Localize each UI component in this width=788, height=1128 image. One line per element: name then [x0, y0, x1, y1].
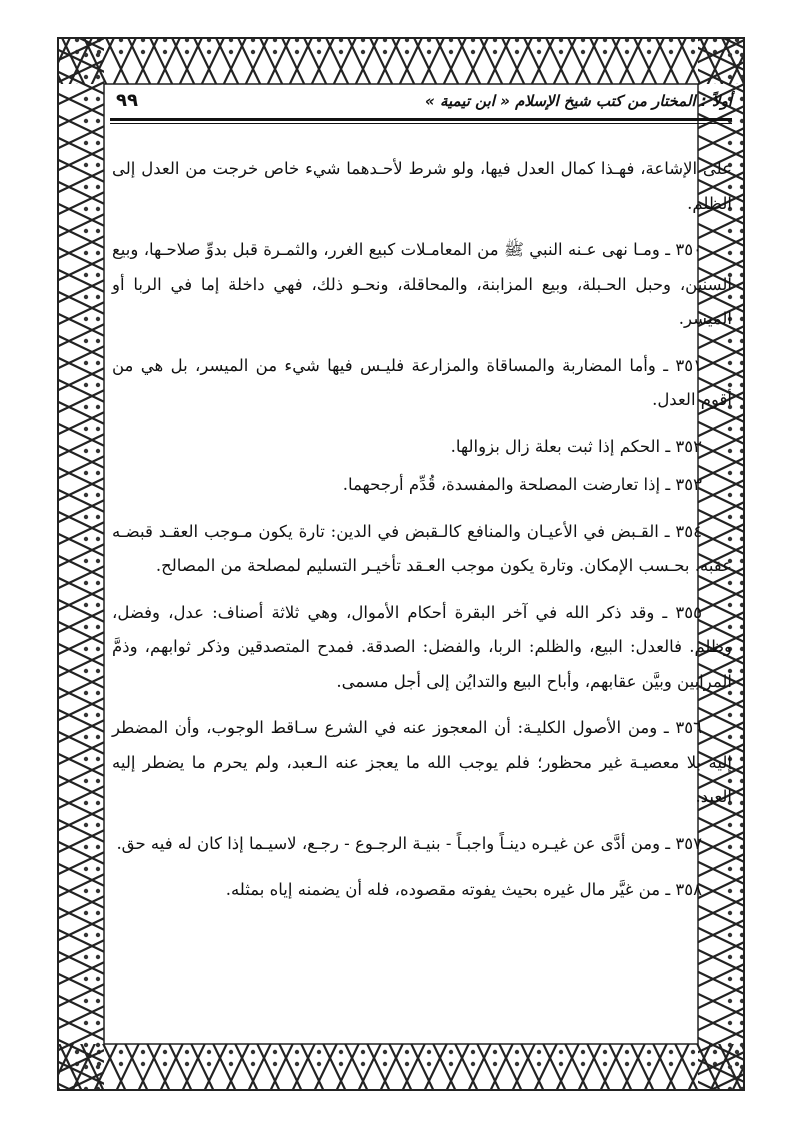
- paragraph-356: ٣٥٦ ـ ومن الأصول الكليـة: أن المعجوز عنه في الشرع سـاقط الوجوب، وأن المضطر إليه بلا معصيـة غير محظور؛ فلم يوجب الله ما يعجز عنه الـعبد، ولم يحرم ما يضطر إليه العبد.: [112, 718, 732, 806]
- paragraph-358: ٣٥٨ ـ من غيَّر مال غيره بحيث يفوته مقصوده، فله أن يضمنه إياه بمثله.: [225, 880, 702, 899]
- paragraph-351: ٣٥١ ـ وأما المضاربة والمساقاة والمزارعة فليـس فيها شيء من الميسر، بل هي من أقوم العدل.: [112, 355, 732, 409]
- header-rule-thin: [110, 123, 732, 124]
- paragraph-353: ٣٥٣ ـ إذا تعارضت المصلحة والمفسدة، قُدِّم أرجحهما.: [342, 475, 702, 494]
- body-text: [112, 152, 732, 920]
- page-header: [110, 86, 732, 122]
- paragraph-350: ٣٥٠ ـ ومـا نهى عـنه النبي ﷺ من المعامـلات كبيع الغرر، والثمـرة قبل بدوِّ صلاحـها، وبيع السنين، وحبل الحـبلة، وبيع المزابنة، والمحاقلة، ونحـو ذلك، فهي داخلة إما في الربا أو الميسر.: [112, 240, 732, 328]
- paragraph-352: ٣٥٢ ـ الحكم إذا ثبت بعلة زال بزوالها.: [450, 436, 702, 456]
- header-rule-thick: [110, 118, 732, 121]
- page-number: ٩٩: [116, 90, 138, 111]
- paragraph-355: ٣٥٥ ـ وقد ذكر الله في آخر البقرة أحكام الأموال، وهي ثلاثة أصناف: عدل، وفضل، وظلم. فالعدل: البيع، والظلم: الربا، والفضل: الصدقة. فمدح المتصدقين وذكر ثوابهم، وذمَّ المرابين وبيَّن عقابهم، وأباح البيع والتدايُن إلى أجل مسمى.: [112, 602, 732, 691]
- paragraph-354: ٣٥٤ ـ القـبض في الأعيـان والمنافع كالـقبض في الدين: تارة يكون مـوجب العقـد قبضـه عقبه. بحـسب الإمكان. وتارة يكون موجب العـقد تأخيـر التسليم لمصلحة من المصالح.: [112, 521, 732, 575]
- paragraph-continuation: على الإشاعة، فهـذا كمال العدل فيها، ولو شرط لأحـدهما شيء خاص خرجت من العدل إلى الظلم.: [112, 159, 732, 213]
- running-title: أولاً : المختار من كتب شيخ الإسلام « ابن تيمية »: [425, 92, 732, 110]
- paragraph-357: ٣٥٧ ـ ومن أدَّى عن غيـره دينـاً واجبـاً - بنيـة الرجـوع - رجـع، لاسيـما إذا كان له فيه حق.: [116, 833, 702, 853]
